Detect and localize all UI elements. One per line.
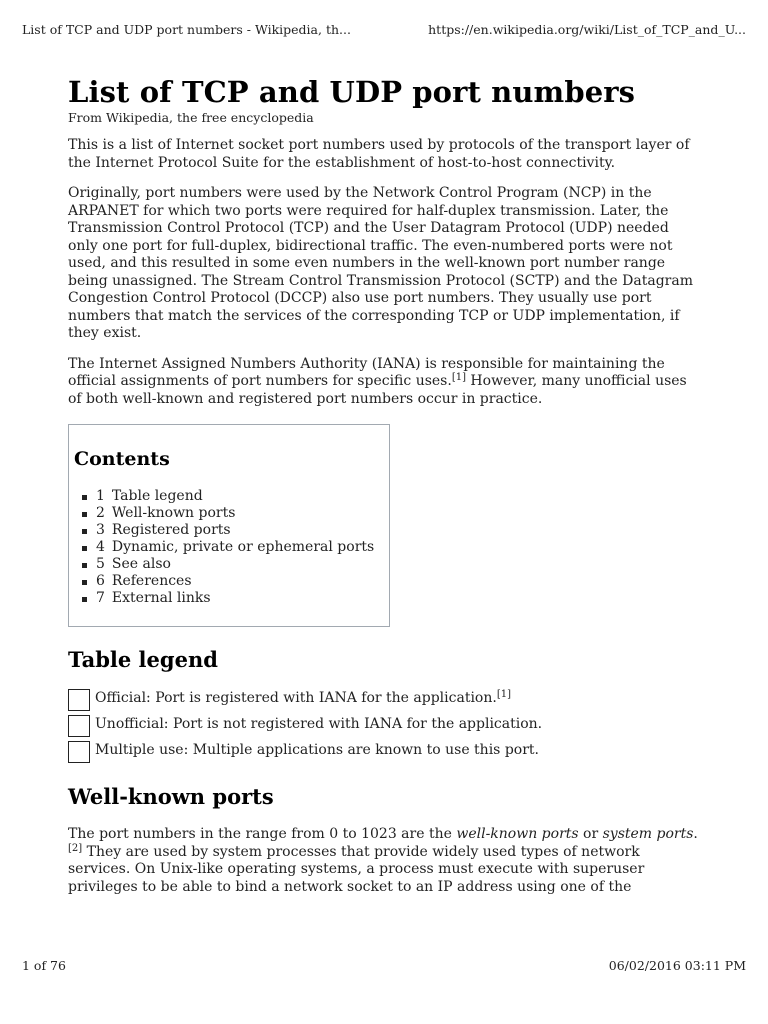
legend-text-official xyxy=(95,690,511,707)
legend-swatch-official xyxy=(68,689,90,711)
legend-text-unofficial: Unofficial: Port is not registered with IANA for the application. xyxy=(95,716,543,732)
toc-item-label: Well-known ports xyxy=(111,505,236,521)
toc-item-label: Table legend xyxy=(111,488,203,504)
toc-item-label: References xyxy=(111,573,192,589)
bullet-icon xyxy=(82,529,87,534)
intro-paragraph-3 xyxy=(68,356,700,409)
intro-paragraph-3-text-a: The Internet Assigned Numbers Authority (IANA) is responsible for maintaining the official assignments of port numbers for specific uses. xyxy=(68,355,665,389)
legend-row-unofficial xyxy=(68,715,700,740)
bullet-icon xyxy=(82,546,87,551)
legend-label: Official: Port is registered with IANA for the application. xyxy=(95,690,497,706)
article-content xyxy=(68,74,700,909)
bullet-icon xyxy=(82,512,87,517)
toc-item-table-legend[interactable] xyxy=(96,488,389,505)
well-known-text-d: They are used by system processes that provide widely used types of network services. On Unix-like operating systems, a process must execute with superuser privileges to be able to bind a network socket to an IP address using one of the xyxy=(68,843,645,895)
table-of-contents xyxy=(68,424,390,627)
print-datetime: 06/02/2016 03:11 PM xyxy=(608,958,746,973)
bullet-icon xyxy=(82,580,87,585)
bullet-icon xyxy=(82,597,87,602)
toc-item-external-links[interactable] xyxy=(96,590,389,607)
bullet-icon xyxy=(82,563,87,568)
intro-paragraph-2: Originally, port numbers were used by the Network Control Program (NCP) in the ARPANET for which two ports were required for half-duplex transmission. Later, the Transmission Control Protocol (TCP) and the User Datagram Protocol (UDP) needed only one port for full-duplex, bidirectional traffic. The even-numbered ports were not used, and this resulted in some even numbers in the well-known port number range being unassigned. The Stream Control Transmission Protocol (SCTP) and the Datagram Congestion Control Protocol (DCCP) also use port numbers. They usually use port numbers that match the services of the corresponding TCP or UDP implementation, if they exist. xyxy=(68,185,693,341)
section-title-well-known-ports: Well-known ports xyxy=(68,784,274,809)
legend-list xyxy=(68,689,700,766)
toc-item-number: 6 xyxy=(96,573,105,589)
toc-item-see-also[interactable] xyxy=(96,556,389,573)
print-header xyxy=(22,22,746,40)
toc-item-number: 5 xyxy=(96,556,105,572)
page-counter: 1 of 76 xyxy=(22,958,66,973)
intro-paragraph-1: This is a list of Internet socket port numbers used by protocols of the transport layer of the Internet Protocol Suite for the establishment of host-to-host connectivity. xyxy=(68,137,690,171)
well-known-paragraph xyxy=(68,826,700,896)
intro-paragraph-3-text-b: However, many unofficial uses of both well-known and registered port numbers occur in practice. xyxy=(68,373,687,407)
well-known-text-b: or xyxy=(578,826,603,842)
toc-item-well-known-ports[interactable] xyxy=(96,505,389,522)
page-title: List of TCP and UDP port numbers xyxy=(68,75,636,109)
site-tagline: From Wikipedia, the free encyclopedia xyxy=(68,110,314,125)
print-header-title: List of TCP and UDP port numbers - Wikipedia, th... xyxy=(22,22,351,37)
toc-item-number: 1 xyxy=(96,488,105,504)
toc-list xyxy=(74,488,389,607)
toc-item-registered-ports[interactable] xyxy=(96,522,389,539)
toc-item-label: Registered ports xyxy=(111,522,231,538)
bullet-icon xyxy=(82,495,87,500)
toc-item-dynamic-ports[interactable] xyxy=(96,539,389,556)
reference-link-2[interactable]: [2] xyxy=(68,842,83,854)
toc-item-label: External links xyxy=(111,590,211,606)
toc-item-number: 3 xyxy=(96,522,105,538)
toc-item-label: Dynamic, private or ephemeral ports xyxy=(111,539,375,555)
reference-link-1[interactable]: [1] xyxy=(496,689,511,700)
toc-item-number: 4 xyxy=(96,539,105,555)
toc-item-references[interactable] xyxy=(96,573,389,590)
well-known-text-a: The port numbers in the range from 0 to 1023 are the xyxy=(68,826,457,842)
reference-link-1[interactable]: [1] xyxy=(451,372,466,383)
toc-item-number: 2 xyxy=(96,505,105,521)
well-known-term-2: system ports xyxy=(602,826,694,842)
legend-row-official xyxy=(68,689,700,714)
toc-title: Contents xyxy=(74,448,170,470)
well-known-text-c: . xyxy=(693,826,698,842)
toc-item-label: See also xyxy=(111,556,171,572)
legend-swatch-multiple-use xyxy=(68,741,90,763)
well-known-term-1: well-known ports xyxy=(456,826,579,842)
legend-row-multiple-use xyxy=(68,741,700,766)
legend-swatch-unofficial xyxy=(68,715,90,737)
print-header-url: https://en.wikipedia.org/wiki/List_of_TCP_and_U... xyxy=(428,22,746,37)
toc-item-number: 7 xyxy=(96,590,105,606)
legend-text-multiple-use: Multiple use: Multiple applications are known to use this port. xyxy=(95,742,539,758)
section-title-table-legend: Table legend xyxy=(68,647,218,672)
